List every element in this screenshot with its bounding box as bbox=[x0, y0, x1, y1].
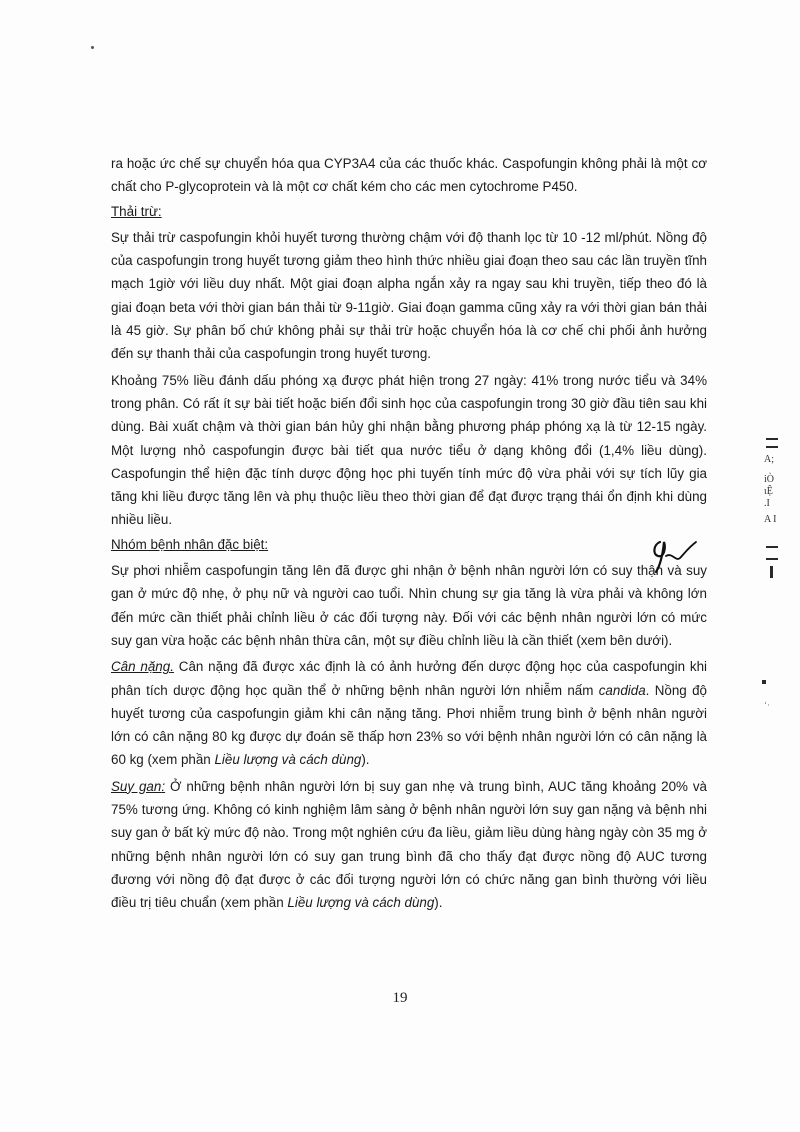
subheading-body-weight: Cân nặng bbox=[111, 659, 171, 675]
section-heading-elimination: Thải trừ: bbox=[111, 203, 162, 219]
paragraph-radiolabel: Khoảng 75% liều đánh dấu phóng xạ được phát hiện trong 27 ngày: 41% trong nước tiểu và 34% trong phân. Có rất ít sự bài tiết hoặc biến đổi sinh học của caspofungin trong 30 giờ đầu tiên sau khi dùng. Bài xuất chậm và thời gian bán hủy ghi nhận bằng phương pháp phóng xạ là từ 12-15 ngày. Một lượng nhỏ caspofungin được bài tiết qua nước tiểu ở dạng không đổi (1,4% liều dùng). Caspofungin thể hiện đặc tính dược động học phi tuyến tính mức độ vừa phải với sự tích lũy gia tăng khi liều được tăng lên và phụ thuộc liều theo thời gian để đạt được trạng thái ổn định khi dùng nhiều liều. bbox=[111, 372, 707, 528]
page-number: 19 bbox=[392, 990, 408, 1006]
paragraph-body-weight: Cân nặng. Cân nặng đã được xác định là có ảnh hưởng đến dược động học của caspofungin khi phân tích dược động học quần thể ở những bệnh nhân người lớn nhiễm nấm candida. Nồng độ huyết tương của caspofungin giảm khi cân nặng tăng. Phơi nhiễm trung bình ở bệnh nhân người lớn có cân nặng 80 kg được dự đoán sẽ thấp hơn 23% so với bệnh nhân người lớn có cân nặng là 60 kg (xem phần Liều lượng và cách dùng). bbox=[111, 659, 707, 768]
subheading-hepatic-impairment: Suy gan bbox=[111, 778, 162, 794]
scan-speck bbox=[91, 46, 94, 49]
paragraph-hepatic-impairment: Suy gan: Ở những bệnh nhân người lớn bị suy gan nhẹ và trung bình, AUC tăng khoảng 20% và 75% tương ứng. Không có kinh nghiệm lâm sàng ở bệnh nhân người lớn suy gan nặng và bệnh nhi suy gan ở bất kỳ mức độ nào. Trong một nghiên cứu đa liều, giảm liều dùng hàng ngày còn 35 mg ở những bệnh nhân người lớn có suy gan trung bình đã cho thấy đạt được nồng độ AUC tương đương với nồng độ đạt được ở các đối tượng người lớn có chức năng gan bình thường với liều điều trị tiêu chuẩn (xem phần Liều lượng và cách dùng). bbox=[111, 778, 707, 911]
section-heading-special-populations: Nhóm bệnh nhân đặc biệt: bbox=[111, 536, 269, 552]
paragraph-elimination: Sự thải trừ caspofungin khỏi huyết tương thường chậm với độ thanh lọc từ 10 -12 ml/phút. Nồng độ của caspofungin trong huyết tương giảm theo hình thức nhiều giai đoạn theo sau các lần truyền tĩnh mạch 1giờ với liều duy nhất. Một giai đoạn alpha ngắn xảy ra ngay sau khi truyền, tiếp theo đó là giai đoạn beta với thời gian bán thải từ 9-11giờ. Giai đoạn gamma cũng xảy ra với thời gian bán thải là 45 giờ. Sự phân bố chứ không phải sự thải trừ hoặc chuyển hóa là cơ chế chi phối ảnh hưởng đến sự thanh thải của caspofungin trong huyết tương. bbox=[111, 229, 707, 362]
scan-margin-artifacts: A; iÒ ιỆ .I A I ʻ· bbox=[756, 434, 796, 734]
paragraph-special-populations: Sự phơi nhiễm caspofungin tăng lên đã được ghi nhận ở bệnh nhân người lớn có suy thận và suy gan ở mức độ nhẹ, ở phụ nữ và người cao tuổi. Nhìn chung sự gia tăng là vừa phải và không lớn đến mức cần thiết phải chỉnh liều ở các đối tượng này. Đối với các bệnh nhân người lớn có mức suy gan vừa hoặc các bệnh nhân thừa cân, một sự điều chỉnh liều là cần thiết (xem bên dưới). bbox=[111, 563, 707, 648]
handwritten-signature bbox=[648, 534, 700, 576]
paragraph-cyp3a4: ra hoặc ức chế sự chuyển hóa qua CYP3A4 của các thuốc khác. Caspofungin không phải là một cơ chất cho P-glycoprotein và là một cơ chất kém cho các men cytochrome P450. bbox=[111, 156, 707, 195]
document-body bbox=[111, 152, 707, 915]
